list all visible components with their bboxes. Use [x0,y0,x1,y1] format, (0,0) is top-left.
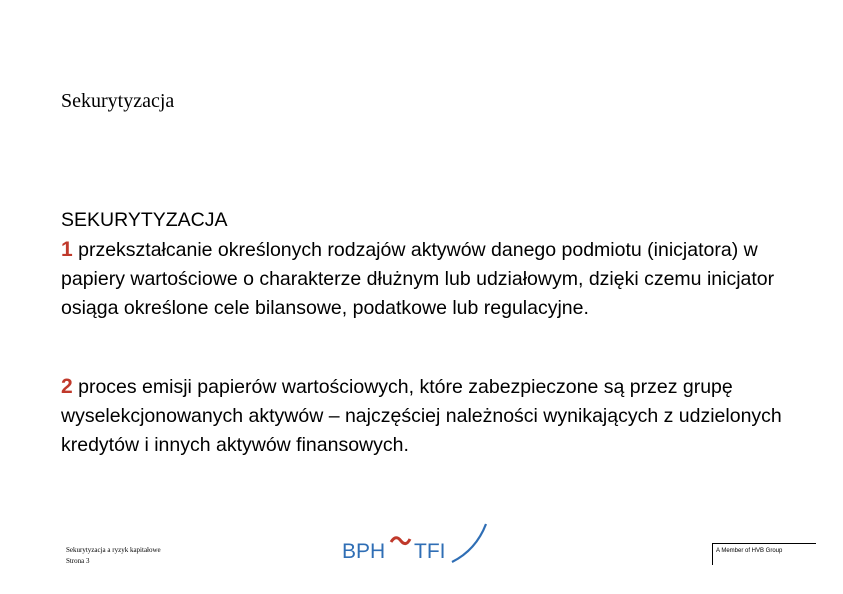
logo-tilde-mark [391,538,410,544]
footer-page-number: Strona 3 [66,557,90,565]
definition-text-2: proces emisji papierów wartościowych, które zabezpieczone są przez grupę wyselekcjonowanych aktywów – najczęściej należności wynikających z udzielonych kredytów i innych aktywów finansowych. [61,376,782,456]
bph-tfi-logo [338,522,490,574]
definition-block [61,206,781,323]
definition-heading: SEKURYTYZACJA [61,209,228,231]
footer-source-line1: Sekurytyzacja a ryzyk kapitałowe [66,546,161,554]
definition-1 [61,235,781,323]
definition-number-2: 2 [61,375,73,398]
slide-title: Sekurytyzacja [61,90,175,112]
footer-source [66,545,161,567]
logo-bph-text: BPH [342,540,386,563]
footer-member-note: A Member of HVB Group [712,543,816,565]
definition-number-1: 1 [61,238,73,261]
logo-tfi-text: TFI [414,540,446,563]
logo-swoosh [452,524,486,562]
definition-2 [61,372,791,460]
definition-text-1: przekształcanie określonych rodzajów aktywów danego podmiotu (inicjatora) w papiery wartościowe o charakterze dłużnym lub udziałowym, dzięki czemu inicjator osiąga określone cele bilansowe, podatkowe lub regulacyjne. [61,239,775,319]
